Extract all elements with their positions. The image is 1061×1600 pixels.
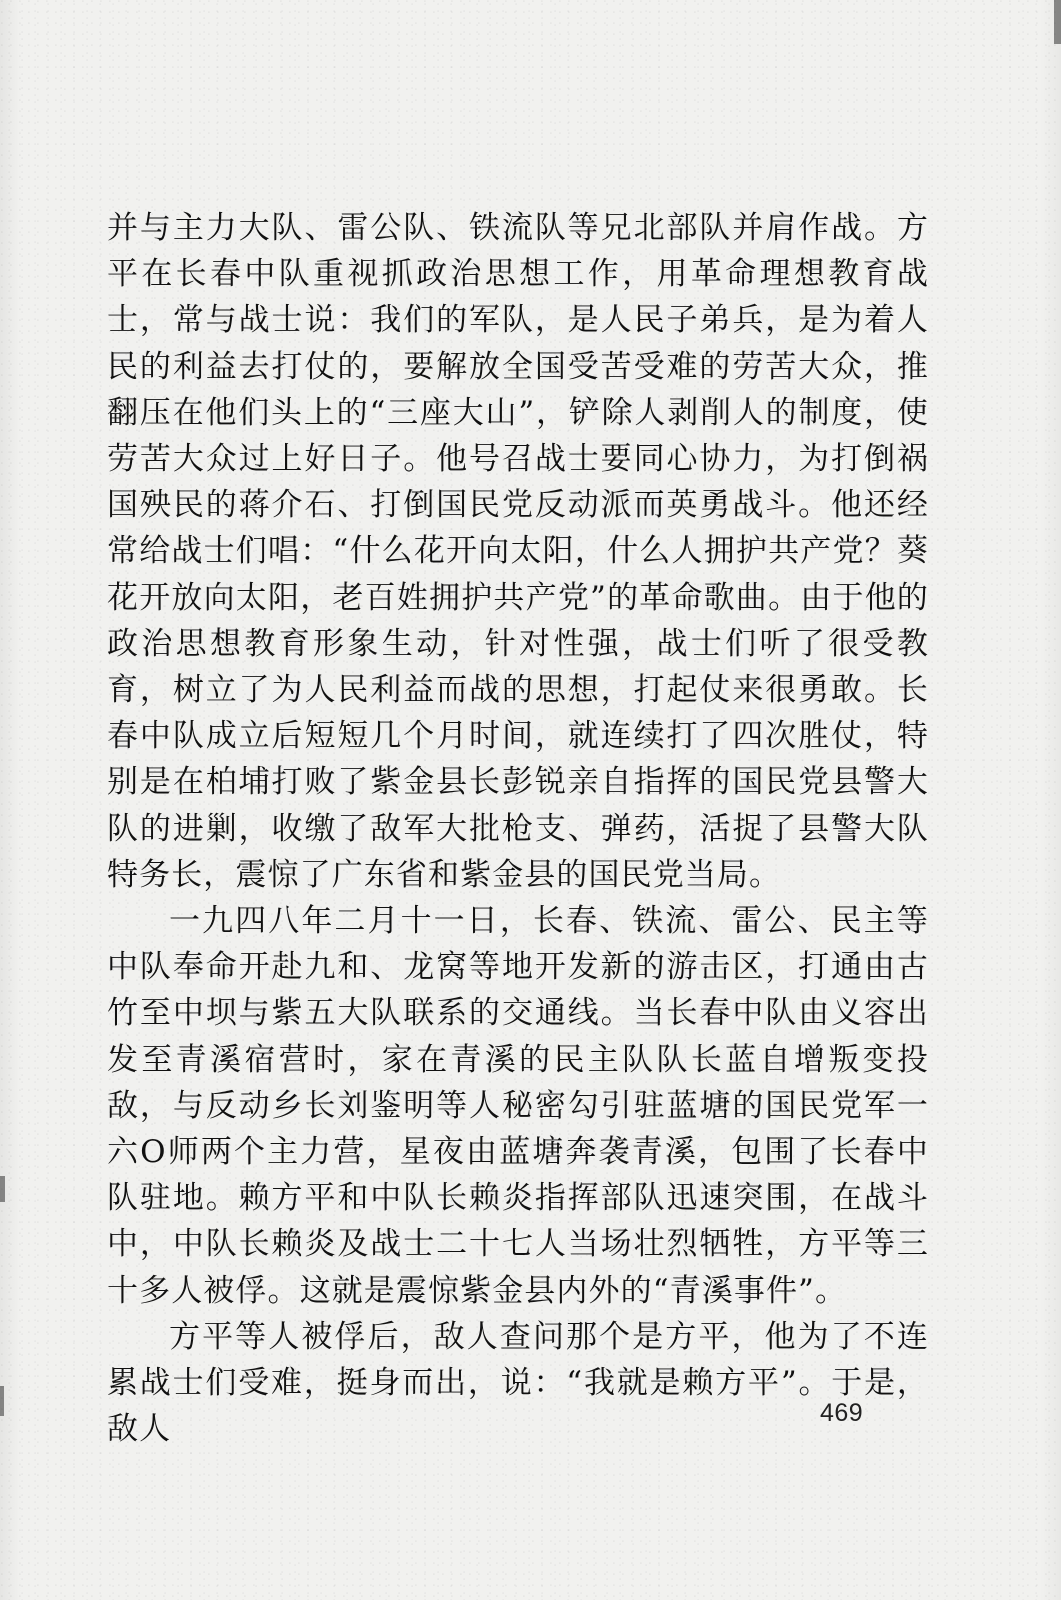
page-number: 469 <box>820 1399 864 1427</box>
body-text <box>107 205 929 1452</box>
scan-edge-mark-left <box>0 1176 5 1202</box>
paragraph-3: 方平等人被俘后，敌人查问那个是方平，他为了不连累战士们受难，挺身而出，说：“我就是赖方平”。于是，敌人 <box>107 1318 929 1448</box>
paragraph-1: 并与主力大队、雷公队、铁流队等兄北部队并肩作战。方平在长春中队重视抓政治思想工作，用革命理想教育战士，常与战士说：我们的军队，是人民子弟兵，是为着人民的利益去打仗的，要解放全国受苦受难的劳苦大众，推翻压在他们头上的“三座大山”，铲除人剥削人的制度，使劳苦大众过上好日子。他号召战士要同心协力，为打倒祸国殃民的蒋介石、打倒国民党反动派而英勇战斗。他还经常给战士们唱：“什么花开向太阳，什么人拥护共产党？葵花开放向太阳，老百姓拥护共产党”的革命歌曲。由于他的政治思想教育形象生动，针对性强，战士们听了很受教育，树立了为人民利益而战的思想，打起仗来很勇敢。长春中队成立后短短几个月时间，就连续打了四次胜仗，特别是在柏埔打败了紫金县长彭锐亲自指挥的国民党县警大队的进剿，收缴了敌军大批枪支、弹药，活捉了县警大队特务长，震惊了广东省和紫金县的国民党当局。 <box>107 210 929 893</box>
paragraph-2: 一九四八年二月十一日，长春、铁流、雷公、民主等中队奉命开赴九和、龙窝等地开发新的游击区，打通由古竹至中坝与紫五大队联系的交通线。当长春中队由义容出发至青溪宿营时，家在青溪的民主队队长蓝自增叛变投敌，与反动乡长刘鉴明等人秘密勾引驻蓝塘的国民党军一六O师两个主力营，星夜由蓝塘奔袭青溪，包围了长春中队驻地。赖方平和中队长赖炎指挥部队迅速突围，在战斗中，中队长赖炎及战士二十七人当场壮烈牺牲，方平等三十多人被俘。这就是震惊紫金县内外的“青溪事件”。 <box>107 903 929 1309</box>
scan-edge-mark-top-right <box>1054 0 1061 44</box>
scan-edge-mark-left-lower <box>0 1386 4 1416</box>
